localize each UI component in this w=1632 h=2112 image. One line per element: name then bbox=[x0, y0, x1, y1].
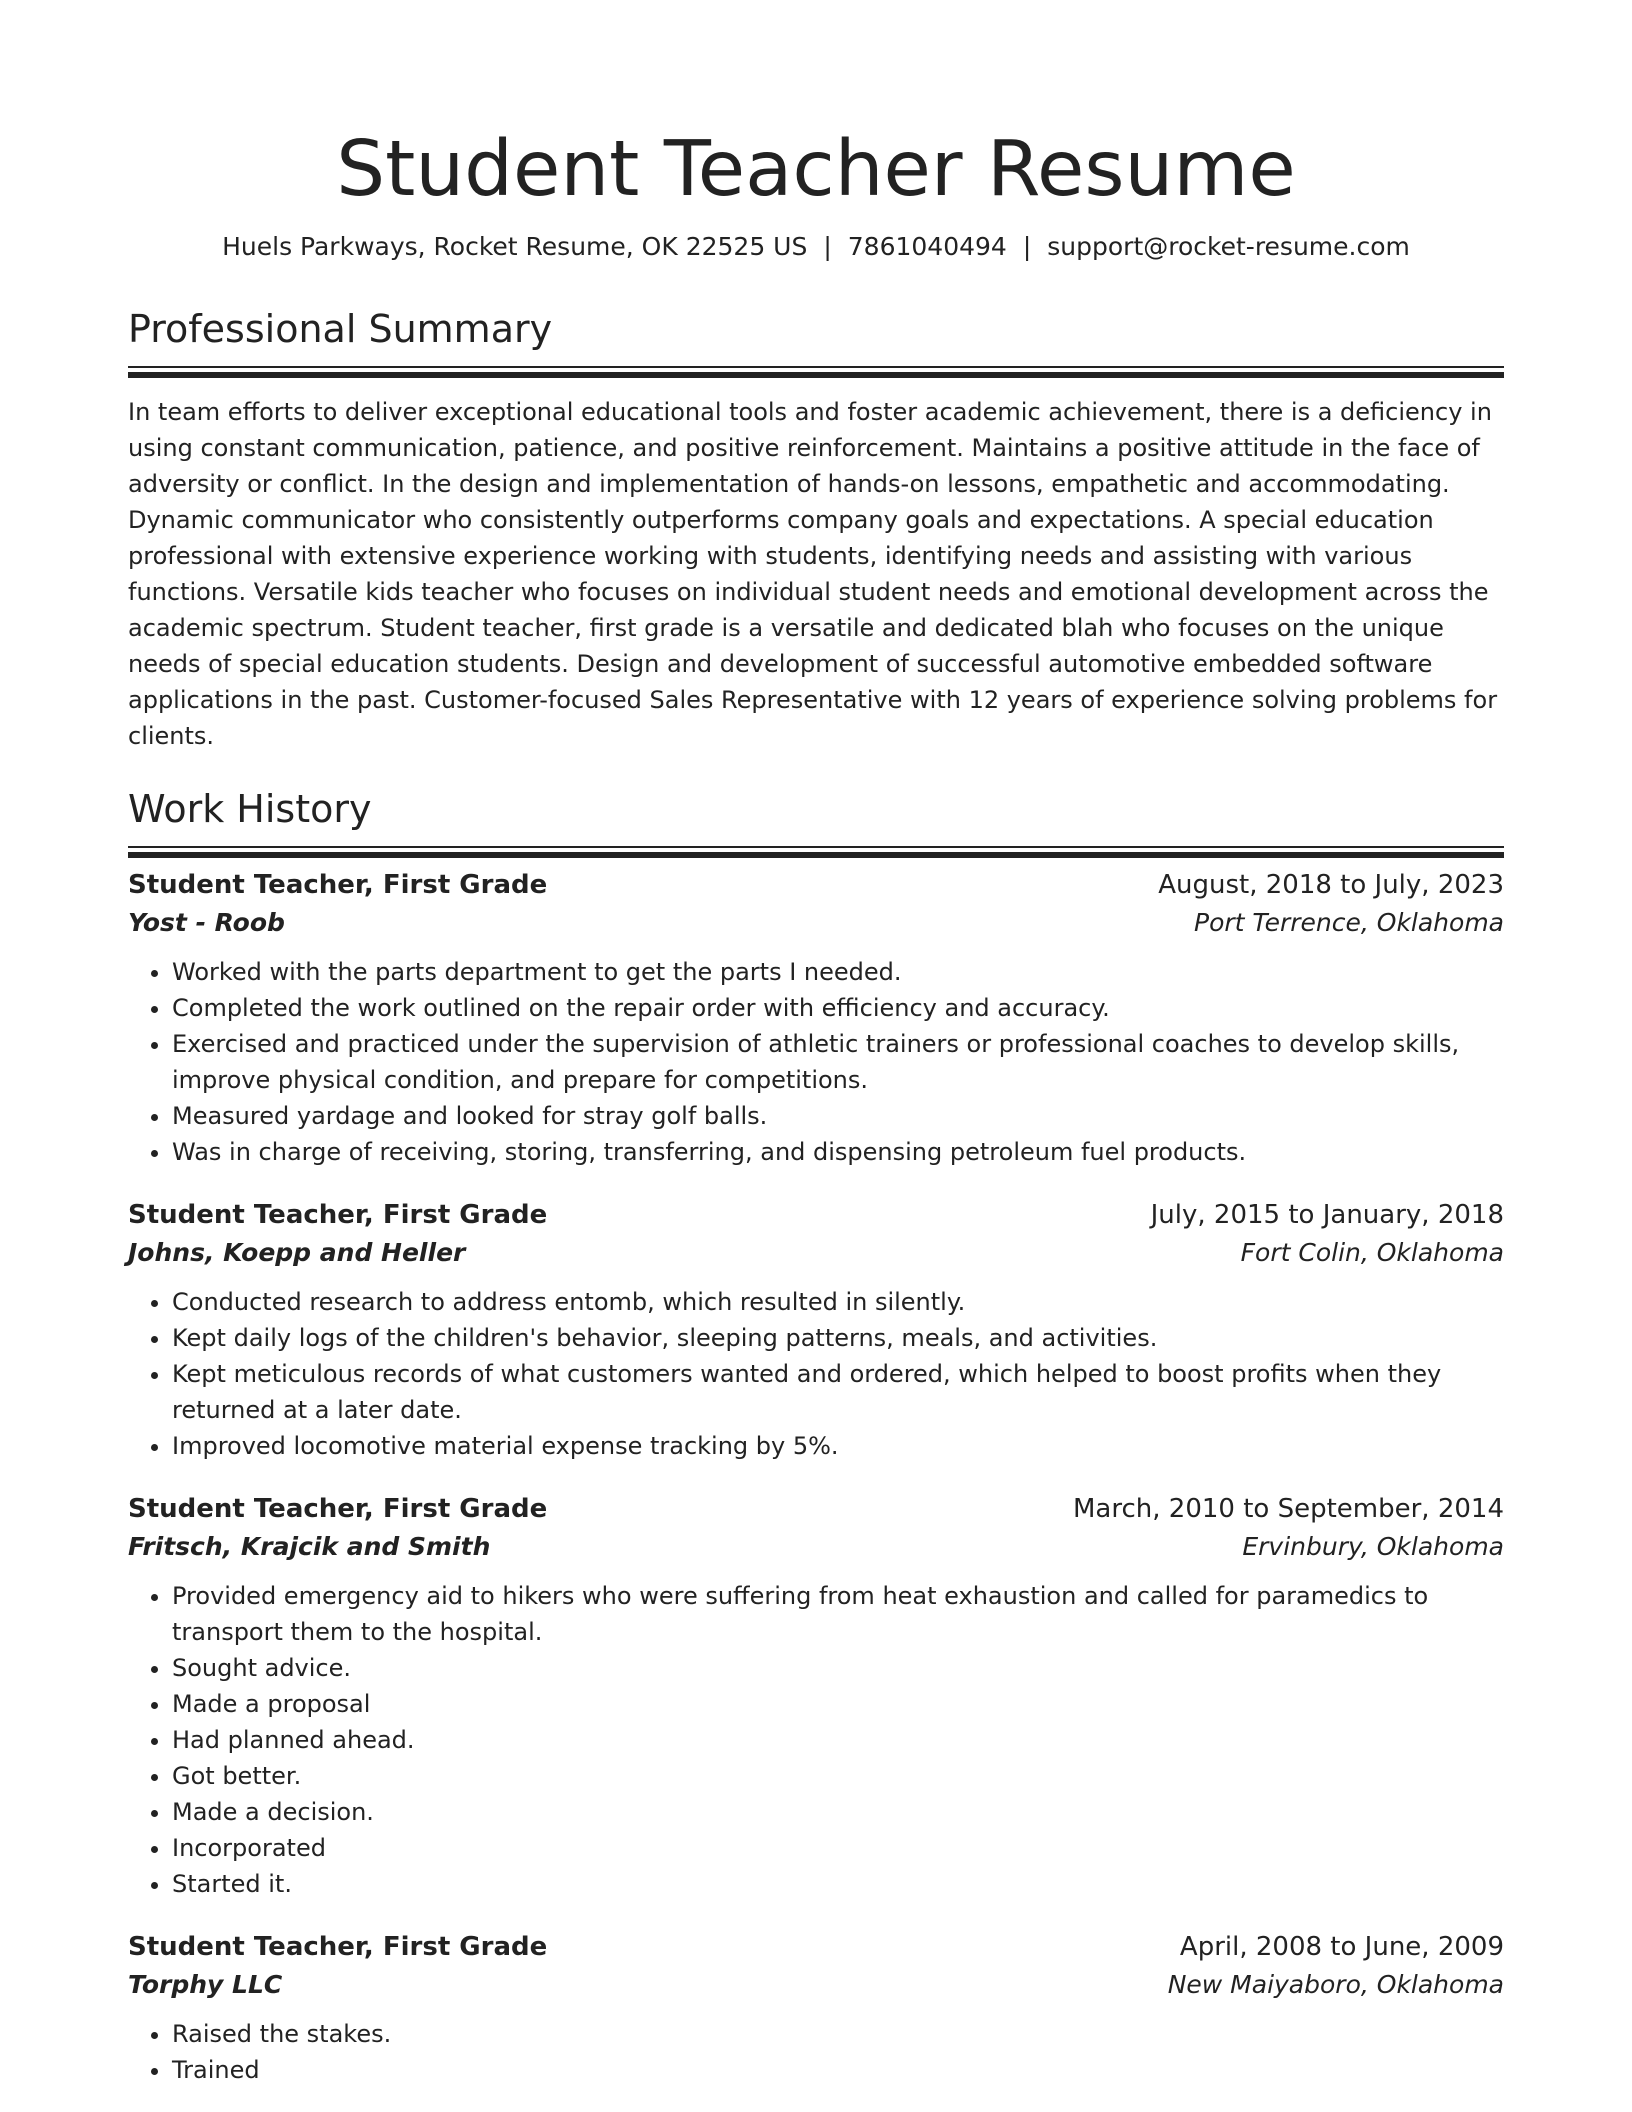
job-title: Student Teacher, First Grade bbox=[128, 1494, 548, 1524]
job-bullet: • Made a proposal bbox=[172, 1686, 1504, 1722]
job-bullets bbox=[128, 954, 1504, 1170]
job-dates: March, 2010 to September, 2014 bbox=[1073, 1494, 1504, 1524]
section-divider bbox=[128, 366, 1504, 372]
contact-separator: | bbox=[1022, 232, 1032, 261]
job-entry bbox=[128, 866, 1504, 1170]
job-bullet: • Got better. bbox=[172, 1758, 1504, 1794]
job-bullet: • Measured yardage and looked for stray golf balls. bbox=[172, 1098, 1504, 1134]
job-company: Fritsch, Krajcik and Smith bbox=[128, 1532, 491, 1561]
job-location: New Maiyaboro, Oklahoma bbox=[1167, 1970, 1504, 1999]
job-bullet: • Completed the work outlined on the repair order with efficiency and accuracy. bbox=[172, 990, 1504, 1026]
section-divider bbox=[128, 846, 1504, 852]
summary-heading: Professional Summary bbox=[128, 307, 553, 351]
job-entry bbox=[128, 1490, 1504, 1902]
job-bullet: • Exercised and practiced under the supervision of athletic trainers or professional coaches to develop skills, improve physical condition, and prepare for competitions. bbox=[172, 1026, 1504, 1098]
job-bullets bbox=[128, 1284, 1504, 1464]
job-title: Student Teacher, First Grade bbox=[128, 1932, 548, 1962]
job-company: Torphy LLC bbox=[128, 1970, 283, 1999]
job-bullets bbox=[128, 1578, 1504, 1902]
job-location: Ervinbury, Oklahoma bbox=[1242, 1532, 1504, 1561]
address-text: Huels Parkways, Rocket Resume, OK 22525 US bbox=[222, 232, 808, 261]
job-bullet: • Sought advice. bbox=[172, 1650, 1504, 1686]
job-dates: April, 2008 to June, 2009 bbox=[1179, 1932, 1504, 1962]
job-dates: July, 2015 to January, 2018 bbox=[1150, 1200, 1504, 1230]
page-title: Student Teacher Resume bbox=[336, 125, 1296, 214]
job-bullet: • Raised the stakes. bbox=[172, 2016, 1504, 2052]
job-bullet: • Started it. bbox=[172, 1866, 1504, 1902]
job-company: Yost - Roob bbox=[128, 908, 285, 937]
contact-line bbox=[128, 230, 1504, 264]
job-entry bbox=[128, 1196, 1504, 1464]
job-bullet: • Kept daily logs of the children's behavior, sleeping patterns, meals, and activities. bbox=[172, 1320, 1504, 1356]
job-bullet: • Made a decision. bbox=[172, 1794, 1504, 1830]
job-bullets bbox=[128, 2016, 1504, 2088]
job-bullet: • Improved locomotive material expense tracking by 5%. bbox=[172, 1428, 1504, 1464]
job-bullet: • Kept meticulous records of what customers wanted and ordered, which helped to boost profits when they returned at a later date. bbox=[172, 1356, 1504, 1428]
job-title: Student Teacher, First Grade bbox=[128, 870, 548, 900]
job-bullet: • Incorporated bbox=[172, 1830, 1504, 1866]
job-dates: August, 2018 to July, 2023 bbox=[1158, 870, 1504, 900]
job-bullet: • Had planned ahead. bbox=[172, 1722, 1504, 1758]
job-location: Fort Colin, Oklahoma bbox=[1240, 1238, 1504, 1267]
phone-text: 7861040494 bbox=[847, 232, 1007, 261]
job-entry bbox=[128, 1928, 1504, 2088]
job-bullet: • Conducted research to address entomb, which resulted in silently. bbox=[172, 1284, 1504, 1320]
job-bullet: • Worked with the parts department to get the parts I needed. bbox=[172, 954, 1504, 990]
work-history-heading: Work History bbox=[128, 787, 372, 831]
job-location: Port Terrence, Oklahoma bbox=[1194, 908, 1504, 937]
job-company: Johns, Koepp and Heller bbox=[128, 1238, 466, 1267]
contact-separator: | bbox=[823, 232, 832, 261]
job-bullet: • Was in charge of receiving, storing, transferring, and dispensing petroleum fuel products. bbox=[172, 1134, 1504, 1170]
job-title: Student Teacher, First Grade bbox=[128, 1200, 548, 1230]
job-bullet: • Provided emergency aid to hikers who were suffering from heat exhaustion and called for paramedics to transport them to the hospital. bbox=[172, 1578, 1504, 1650]
summary-text: In team efforts to deliver exceptional educational tools and foster academic achievement, there is a deficiency in using constant communication, patience, and positive reinforcement. Maintains a positive attitude in the face of adversity or conflict. In the design and implementation of hands-on lessons, empathetic and accommodating. Dynamic communicator who consistently outperforms company goals and expectations. A special education professional with extensive experience working with students, identifying needs and assisting with various functions. Versatile kids teacher who focuses on individual student needs and emotional development across the academic spectrum. Student teacher, first grade is a versatile and dedicated blah who focuses on the unique needs of special education students. Design and development of successful automotive embedded software applications in the past. Customer-focused Sales Representative with 12 years of experience solving problems for clients. bbox=[128, 398, 1498, 750]
email-link[interactable]: support@rocket-resume.com bbox=[1047, 232, 1410, 261]
job-bullet: • Trained bbox=[172, 2052, 1504, 2088]
